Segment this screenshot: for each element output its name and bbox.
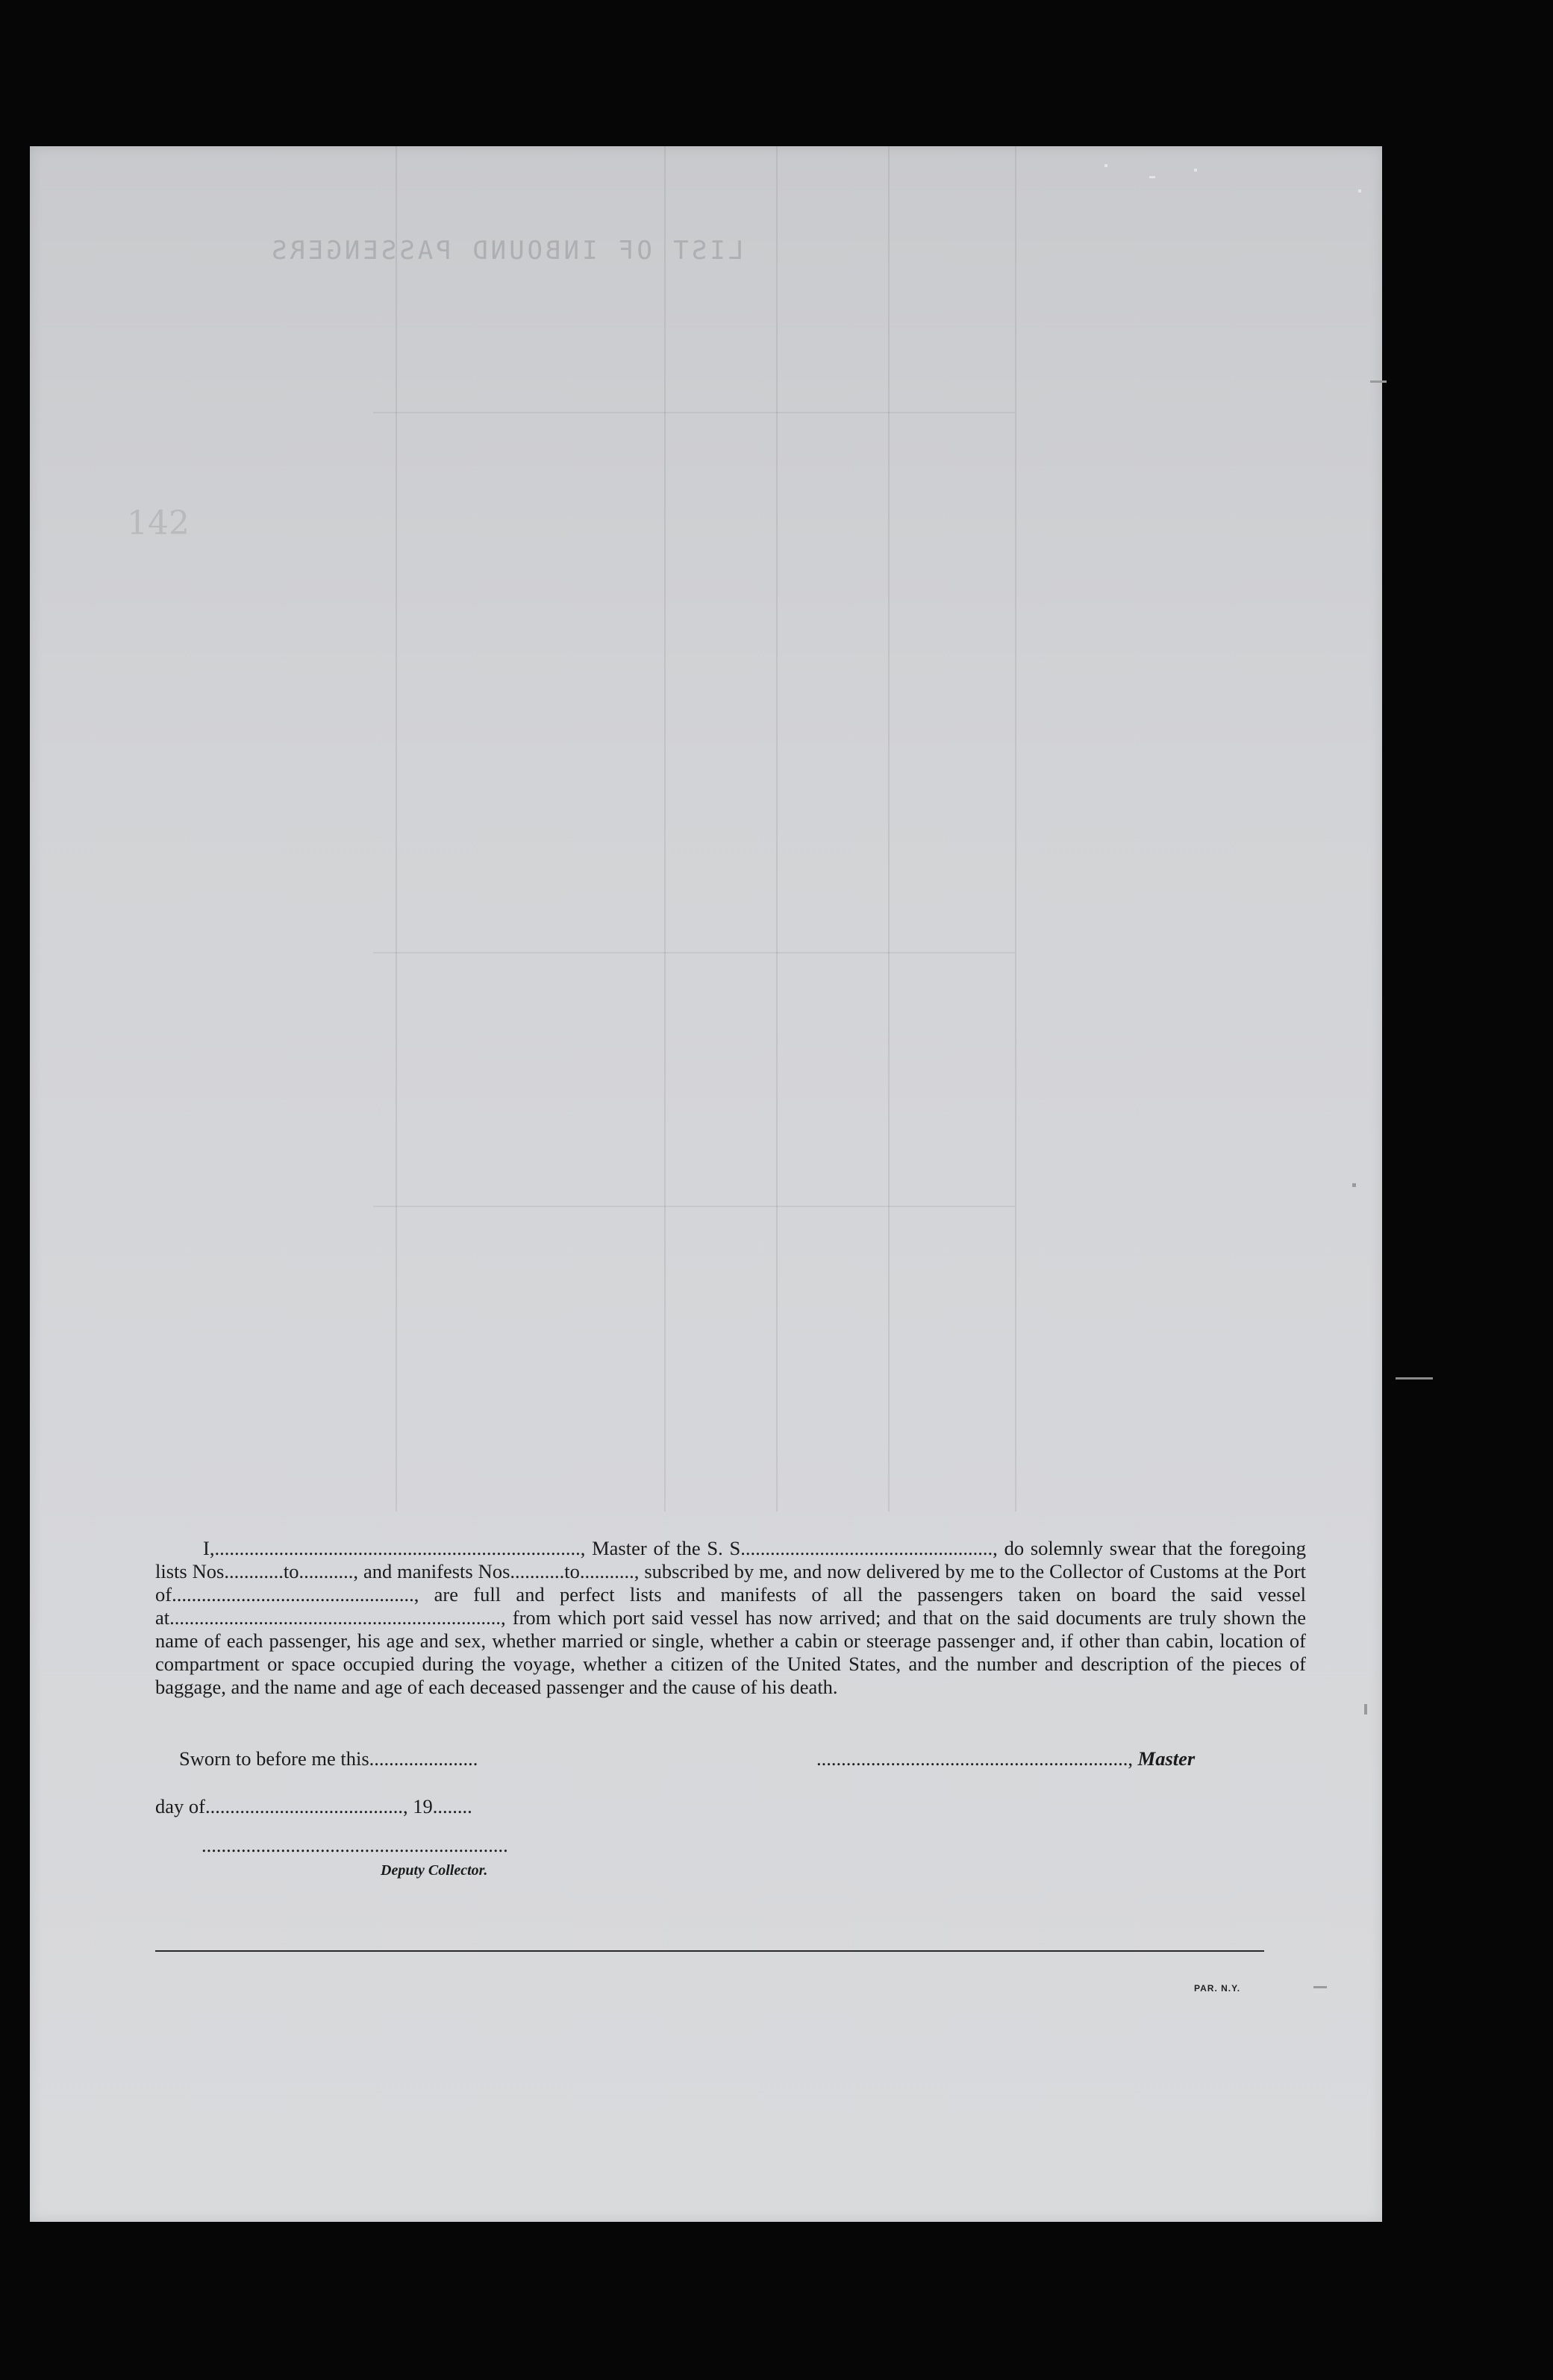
scan-speck [1149, 176, 1155, 178]
deputy-signature-dots: .............................................................. [201, 1834, 508, 1856]
scan-speck [1104, 164, 1107, 167]
scan-speck [1358, 190, 1361, 192]
deputy-collector-label: Deputy Collector. [381, 1862, 488, 1879]
scan-speck [1364, 1704, 1367, 1714]
bleed-through-rule [776, 146, 778, 1512]
scan-speck [1313, 1986, 1327, 1988]
printer-imprint: PAR. N.Y. [1194, 1983, 1241, 1994]
scan-speck [1396, 1377, 1433, 1380]
bleed-through-page-number: 142 [127, 504, 190, 542]
bleed-through-rule [373, 952, 1015, 953]
bleed-through-rule [888, 146, 890, 1512]
scan-speck [1352, 1183, 1356, 1187]
sworn-before-line: Sworn to before me this...................... [179, 1747, 478, 1770]
master-signature-dots: ..............................................................., [816, 1747, 1133, 1770]
footer-rule [155, 1950, 1264, 1952]
scan-speck [1194, 169, 1197, 172]
bleed-through-rule [664, 146, 666, 1512]
master-oath-text: I,.........................................................................., Master of the S. S..................................................., do solemnly swear that the foregoing lists Nos............to..........., and manifests Nos...........to..........., subscribed by me, and now delivered by me to the Collector of Customs at the Port of................................................., are full and perfect lists and manifests of all the passengers taken on board the said vessel at..................................................................., from which port said vessel has now arrived; and that on the said documents are truly shown the name of each passenger, his age and sex, whether married or single, whether a cabin or steerage passenger and, if other than cabin, location of compartment or space occupied during the voyage, whether a citizen of the United States, and the number and description of the pieces of baggage, and the name and age of each deceased passenger and the cause of his death. [155, 1537, 1306, 1698]
bleed-through-header: LIST OF INBOUND PASSENGERS [269, 236, 744, 266]
bleed-through-rule [373, 1206, 1015, 1207]
bleed-through-rule [373, 412, 1015, 413]
scan-speck [1370, 381, 1387, 383]
bleed-through-rule [1015, 146, 1016, 1512]
bleed-through-rule [396, 146, 397, 1512]
manifest-reverse-page [30, 146, 1382, 2222]
master-signature-line [816, 1747, 1195, 1770]
day-of-line: day of........................................, 19........ [155, 1795, 472, 1817]
master-label: Master [1137, 1747, 1196, 1770]
